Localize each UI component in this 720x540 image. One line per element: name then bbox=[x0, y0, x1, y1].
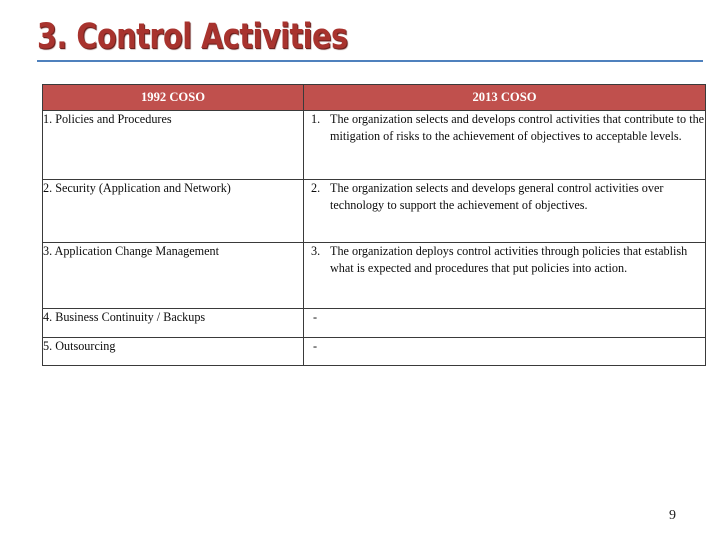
list-text: The organization selects and develops general control activities over technology to support the achievement of objectives. bbox=[330, 181, 664, 212]
cell-1992-item: 2. Security (Application and Network) bbox=[43, 180, 304, 243]
numbered-list-item bbox=[304, 111, 705, 144]
list-number: 3. bbox=[311, 244, 321, 258]
cell-2013-principle bbox=[304, 111, 706, 180]
empty-placeholder: - bbox=[313, 339, 318, 353]
numbered-list-item bbox=[304, 180, 705, 213]
cell-2013-principle bbox=[304, 338, 706, 366]
list-text: The organization deploys control activities through policies that establish what is expected and procedures that put policies into action. bbox=[330, 244, 688, 275]
slide-page-number: 9 bbox=[669, 508, 676, 523]
column-header-2013-coso: 2013 COSO bbox=[304, 85, 706, 111]
cell-1992-item: 5. Outsourcing bbox=[43, 338, 304, 366]
coso-comparison-table bbox=[42, 84, 706, 366]
list-number: 2. bbox=[311, 181, 321, 195]
table-row bbox=[43, 180, 706, 243]
cell-1992-item: 1. Policies and Procedures bbox=[43, 111, 304, 180]
table-row bbox=[43, 111, 706, 180]
empty-placeholder: - bbox=[313, 310, 318, 324]
cell-2013-principle bbox=[304, 180, 706, 243]
cell-2013-principle bbox=[304, 243, 706, 309]
numbered-list-item bbox=[304, 243, 705, 276]
list-number: 1. bbox=[311, 112, 321, 126]
column-header-1992-coso: 1992 COSO bbox=[43, 85, 304, 111]
page-title: 3. Control Activities bbox=[37, 17, 348, 57]
table-header-row bbox=[43, 85, 706, 111]
table-row bbox=[43, 309, 706, 338]
table-row bbox=[43, 338, 706, 366]
list-text: The organization selects and develops control activities that contribute to the mitigation of risks to the achievement of objectives to acceptable levels. bbox=[330, 112, 705, 143]
cell-1992-item: 3. Application Change Management bbox=[43, 243, 304, 309]
cell-2013-principle bbox=[304, 309, 706, 338]
table-row bbox=[43, 243, 706, 309]
cell-1992-item: 4. Business Continuity / Backups bbox=[43, 309, 304, 338]
title-underline-rule bbox=[37, 60, 703, 62]
